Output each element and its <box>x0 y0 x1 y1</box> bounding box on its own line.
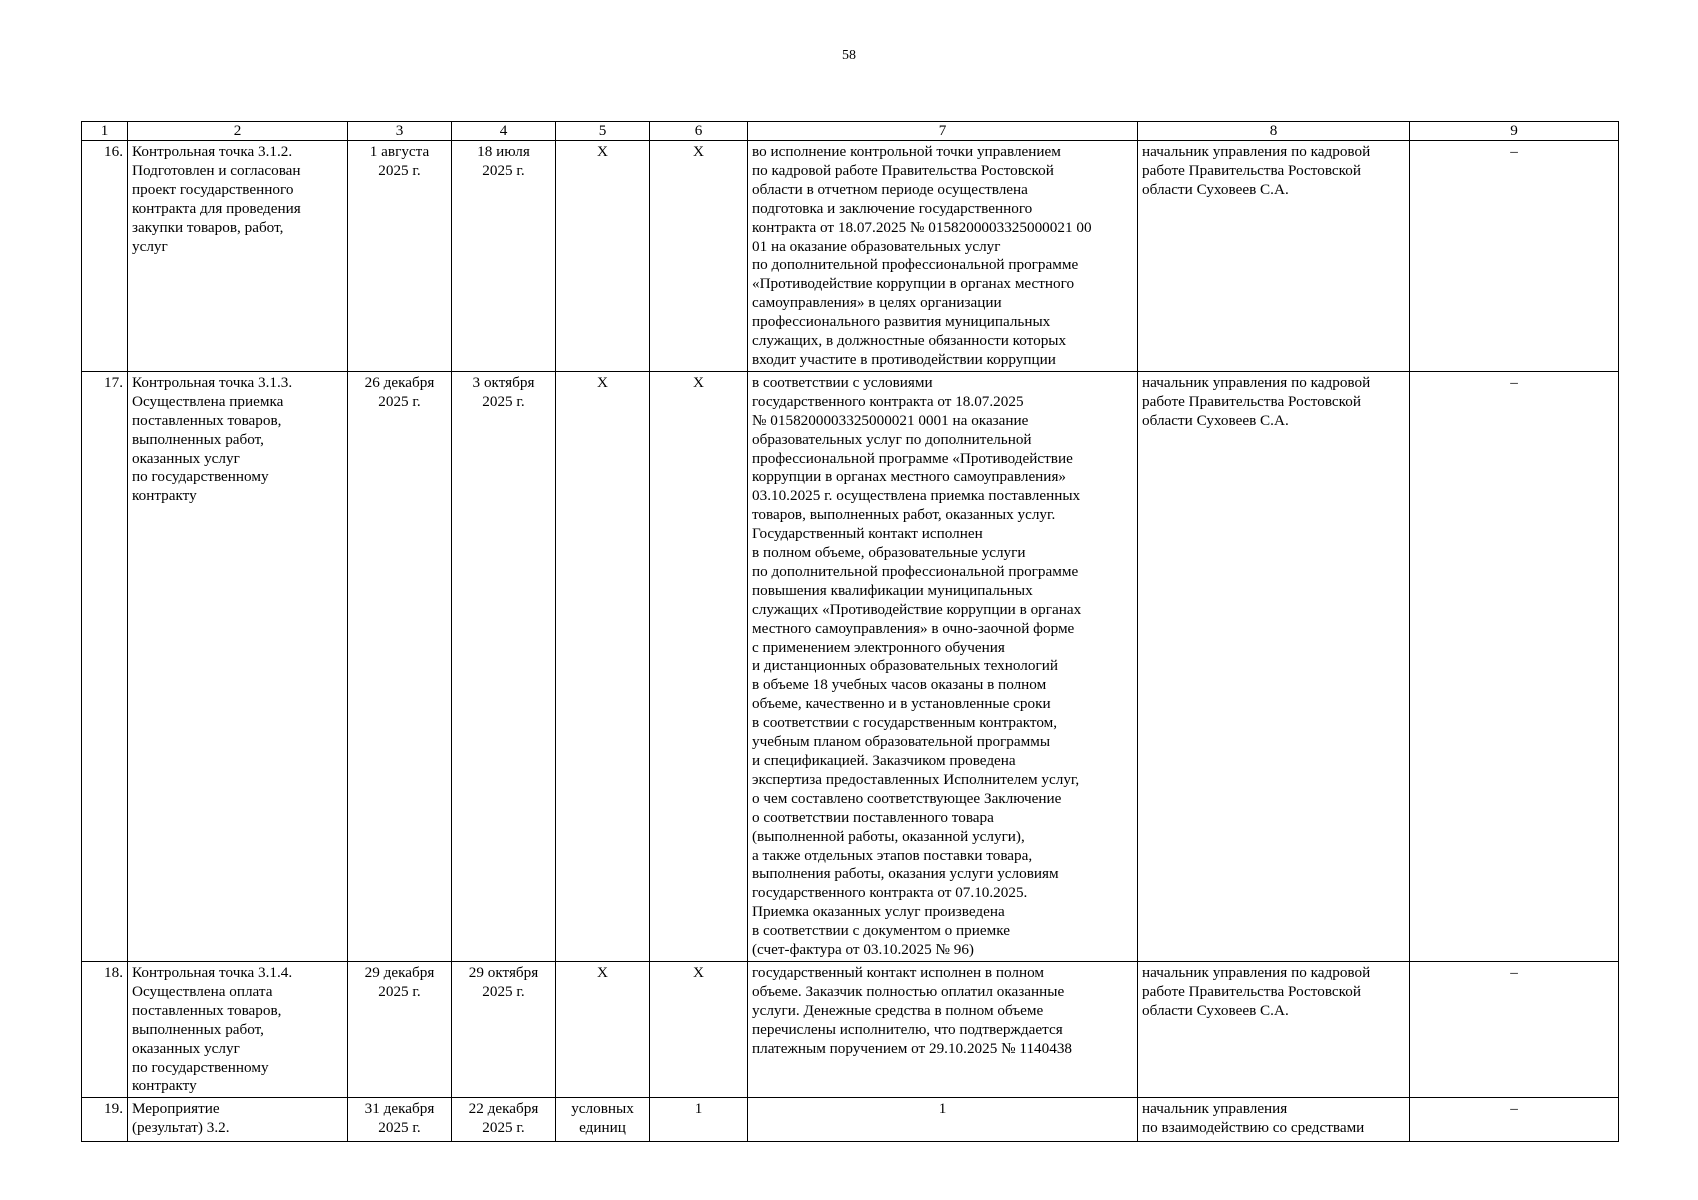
event-name-cell-line: Мероприятие <box>132 1100 220 1118</box>
event-name-cell-line: Контрольная точка 3.1.4. <box>132 963 293 981</box>
col9-cell: – <box>1410 141 1619 372</box>
row-number: 19. <box>82 1098 128 1142</box>
plan-date-cell-line: 26 декабря <box>364 373 435 391</box>
plan-date-cell-line: 2025 г. <box>378 392 421 410</box>
execution-info-cell-line: учебным планом образовательной программы <box>752 733 1051 751</box>
event-name-cell-line: Контрольная точка 3.1.2. <box>132 143 293 160</box>
execution-info-cell-line: № 0158200003325000021 0001 на оказание <box>752 411 1029 429</box>
event-name-cell-line: проект государственного <box>132 180 294 198</box>
event-name-cell-line: Контрольная точка 3.1.3. <box>132 373 293 391</box>
execution-info-cell <box>748 141 1138 372</box>
col9-cell: – <box>1410 1098 1619 1142</box>
event-name-cell-line: Осуществлена приемка <box>132 392 284 410</box>
execution-info-cell-line: по кадровой работе Правительства Ростовской <box>752 161 1054 179</box>
col5-cell: X <box>556 961 650 1097</box>
fact-date-cell-line: 18 июля <box>477 143 530 160</box>
event-name-cell-line: по государственному <box>132 468 269 486</box>
execution-info-cell-line: перечислены исполнителю, что подтверждается <box>752 1020 1063 1038</box>
event-name-cell-line: поставленных товаров, <box>132 1001 282 1019</box>
col5-cell: X <box>556 141 650 372</box>
event-name-cell <box>128 371 348 961</box>
column-header: 2 <box>128 122 348 141</box>
execution-info-cell-line: 1 <box>938 1100 947 1118</box>
col6-cell: X <box>650 141 748 372</box>
row-number: 18. <box>82 961 128 1097</box>
execution-info-cell-line: профессионального развития муниципальных <box>752 313 1051 331</box>
column-header: 4 <box>452 122 556 141</box>
execution-info-cell-line: в соответствии с государственным контрактом, <box>752 714 1058 732</box>
fact-date-cell-line: 2025 г. <box>482 1119 525 1137</box>
fact-date-cell <box>452 141 556 372</box>
execution-info-cell-line: Государственный контакт исполнен <box>752 525 983 543</box>
responsible-cell-line: работе Правительства Ростовской <box>1142 161 1361 179</box>
col5-cell: X <box>556 371 650 961</box>
fact-date-cell-line: 2025 г. <box>482 392 525 410</box>
execution-info-cell-line: «Противодействие коррупции в органах местного <box>752 275 1075 293</box>
execution-info-cell-line: области в отчетном периоде осуществлена <box>752 180 1028 198</box>
execution-info-cell-line: во исполнение контрольной точки управлением <box>752 143 1061 160</box>
execution-info-cell-line: государственного контракта от 18.07.2025 <box>752 392 1024 410</box>
fact-date-cell <box>452 1098 556 1142</box>
execution-info-cell-line: по дополнительной профессиональной программе <box>752 562 1079 580</box>
execution-info-cell <box>748 371 1138 961</box>
execution-info-cell-line: с применением электронного обучения <box>752 638 1005 656</box>
fact-date-cell <box>452 961 556 1097</box>
responsible-cell-line: по взаимодействию со средствами <box>1142 1119 1365 1137</box>
fact-date-cell-line: 2025 г. <box>482 161 525 179</box>
execution-info-cell-line: и дистанционных образовательных технологий <box>752 657 1058 675</box>
responsible-cell-line: начальник управления по кадровой <box>1142 373 1371 391</box>
col9-cell: – <box>1410 961 1619 1097</box>
execution-info-cell <box>748 1098 1138 1142</box>
execution-info-cell-line: по дополнительной профессиональной программе <box>752 256 1079 274</box>
responsible-cell <box>1138 141 1410 372</box>
event-name-cell-line: Осуществлена оплата <box>132 982 273 1000</box>
event-name-cell <box>128 141 348 372</box>
responsible-cell-line: области Суховеев С.А. <box>1142 1001 1289 1019</box>
plan-date-cell-line: 31 декабря <box>364 1100 435 1118</box>
responsible-cell-line: области Суховеев С.А. <box>1142 180 1289 198</box>
execution-info-cell-line: 03.10.2025 г. осуществлена приемка поставленных <box>752 487 1081 505</box>
execution-info-cell-line: выполнения работы, оказания услуги условиям <box>752 865 1059 883</box>
responsible-cell-line: области Суховеев С.А. <box>1142 411 1289 429</box>
column-header: 7 <box>748 122 1138 141</box>
plan-date-cell <box>348 1098 452 1142</box>
execution-info-cell-line: (выполненной работы, оказанной услуги), <box>752 827 1025 845</box>
row-number: 17. <box>82 371 128 961</box>
fact-date-cell-line: 29 октября <box>468 963 539 981</box>
fact-date-cell-line: 22 декабря <box>468 1100 539 1118</box>
execution-info-cell-line: (счет-фактура от 03.10.2025 № 96) <box>752 941 974 959</box>
event-name-cell-line: оказанных услуг <box>132 1039 240 1057</box>
execution-info-cell-line: профессиональной программе «Противодействие <box>752 449 1073 467</box>
execution-info-cell-line: и спецификацией. Заказчиком проведена <box>752 752 1016 769</box>
execution-info-cell <box>748 961 1138 1097</box>
plan-date-cell-line: 1 августа <box>369 143 430 160</box>
event-name-cell <box>128 1098 348 1142</box>
event-name-cell-line: по государственному <box>132 1058 269 1076</box>
table-row <box>82 1098 1619 1142</box>
responsible-cell-line: начальник управления <box>1142 1100 1288 1118</box>
execution-info-cell-line: в соответствии с документом о приемке <box>752 922 1010 940</box>
execution-info-cell-line: входит участите в противодействии коррупции <box>752 350 1056 368</box>
responsible-cell-line: работе Правительства Ростовской <box>1142 392 1361 410</box>
table-row <box>82 961 1619 1097</box>
execution-info-cell-line: контракта от 18.07.2025 № 0158200003325000021 00 <box>752 218 1092 236</box>
col5-cell-line: единиц <box>579 1119 626 1137</box>
col6-cell: X <box>650 961 748 1097</box>
responsible-cell-line: начальник управления по кадровой <box>1142 963 1371 981</box>
table-row <box>82 371 1619 961</box>
col5-cell <box>556 1098 650 1142</box>
event-name-cell-line: выполненных работ, <box>132 430 264 448</box>
execution-info-cell-line: в соответствии с условиями <box>752 373 933 391</box>
row-number: 16. <box>82 141 128 372</box>
execution-info-cell-line: а также отдельных этапов поставки товара, <box>752 846 1033 864</box>
col6-cell: 1 <box>650 1098 748 1142</box>
event-name-cell-line: выполненных работ, <box>132 1020 264 1038</box>
execution-info-cell-line: образовательных услуг по дополнительной <box>752 430 1032 448</box>
execution-info-cell-line: о соответствии поставленного товара <box>752 808 994 826</box>
responsible-cell-line: работе Правительства Ростовской <box>1142 982 1361 1000</box>
responsible-cell <box>1138 371 1410 961</box>
event-name-cell-line: (результат) 3.2. <box>132 1119 230 1137</box>
execution-info-cell-line: местного самоуправления» в очно-заочной форме <box>752 619 1075 637</box>
column-header: 3 <box>348 122 452 141</box>
plan-date-cell <box>348 141 452 372</box>
plan-date-cell <box>348 371 452 961</box>
report-table <box>81 121 1619 1142</box>
column-header: 1 <box>82 122 128 141</box>
event-name-cell-line: оказанных услуг <box>132 449 240 467</box>
event-name-cell-line: закупки товаров, работ, <box>132 218 284 236</box>
execution-info-cell-line: повышения квалификации муниципальных <box>752 581 1033 599</box>
execution-info-cell-line: служащих, в должностные обязанности которых <box>752 332 1067 350</box>
event-name-cell-line: контракта для проведения <box>132 199 301 217</box>
fact-date-cell <box>452 371 556 961</box>
execution-info-cell-line: государственного контракта от 07.10.2025. <box>752 884 1028 902</box>
responsible-cell <box>1138 1098 1410 1142</box>
col6-cell: X <box>650 371 748 961</box>
col9-cell: – <box>1410 371 1619 961</box>
execution-info-cell-line: услуги. Денежные средства в полном объеме <box>752 1001 1044 1019</box>
column-header: 6 <box>650 122 748 141</box>
header-row <box>82 122 1619 141</box>
plan-date-cell-line: 29 декабря <box>364 963 435 981</box>
execution-info-cell-line: Приемка оказанных услуг произведена <box>752 903 1005 921</box>
event-name-cell-line: контракту <box>132 487 197 505</box>
execution-info-cell-line: служащих «Противодействие коррупции в органах <box>752 600 1082 618</box>
plan-date-cell-line: 2025 г. <box>378 1119 421 1137</box>
execution-info-cell-line: объеме, качественно и в установленные сроки <box>752 695 1051 713</box>
plan-date-cell-line: 2025 г. <box>378 982 421 1000</box>
execution-info-cell-line: подготовка и заключение государственного <box>752 199 1033 217</box>
column-header: 5 <box>556 122 650 141</box>
event-name-cell <box>128 961 348 1097</box>
responsible-cell <box>1138 961 1410 1097</box>
execution-info-cell-line: объеме. Заказчик полностью оплатил оказанные <box>752 982 1065 1000</box>
fact-date-cell-line: 2025 г. <box>482 982 525 1000</box>
execution-info-cell-line: в объеме 18 учебных часов оказаны в полном <box>752 676 1047 694</box>
column-header: 9 <box>1410 122 1619 141</box>
column-header: 8 <box>1138 122 1410 141</box>
execution-info-cell-line: самоуправления» в целях организации <box>752 294 1002 312</box>
col5-cell-line: условных <box>571 1100 634 1118</box>
execution-info-cell-line: экспертиза предоставленных Исполнителем услуг, <box>752 770 1080 788</box>
execution-info-cell-line: платежным поручением от 29.10.2025 № 1140438 <box>752 1039 1073 1057</box>
execution-info-cell-line: о чем составлено соответствующее Заключение <box>752 789 1062 807</box>
table-row <box>82 141 1619 372</box>
execution-info-cell-line: коррупции в органах местного самоуправления» <box>752 468 1067 486</box>
event-name-cell-line: поставленных товаров, <box>132 411 282 429</box>
page-number: 58 <box>842 48 856 63</box>
execution-info-cell-line: 01 на оказание образовательных услуг <box>752 237 1001 255</box>
execution-info-cell-line: товаров, выполненных работ, оказанных услуг. <box>752 506 1056 524</box>
event-name-cell-line: контракту <box>132 1077 197 1095</box>
event-name-cell-line: Подготовлен и согласован <box>132 161 301 179</box>
execution-info-cell-line: государственный контакт исполнен в полном <box>752 963 1045 981</box>
execution-info-cell-line: в полном объеме, образовательные услуги <box>752 544 1026 562</box>
responsible-cell-line: начальник управления по кадровой <box>1142 143 1371 160</box>
plan-date-cell <box>348 961 452 1097</box>
fact-date-cell-line: 3 октября <box>472 373 535 391</box>
plan-date-cell-line: 2025 г. <box>378 161 421 179</box>
event-name-cell-line: услуг <box>132 237 168 255</box>
